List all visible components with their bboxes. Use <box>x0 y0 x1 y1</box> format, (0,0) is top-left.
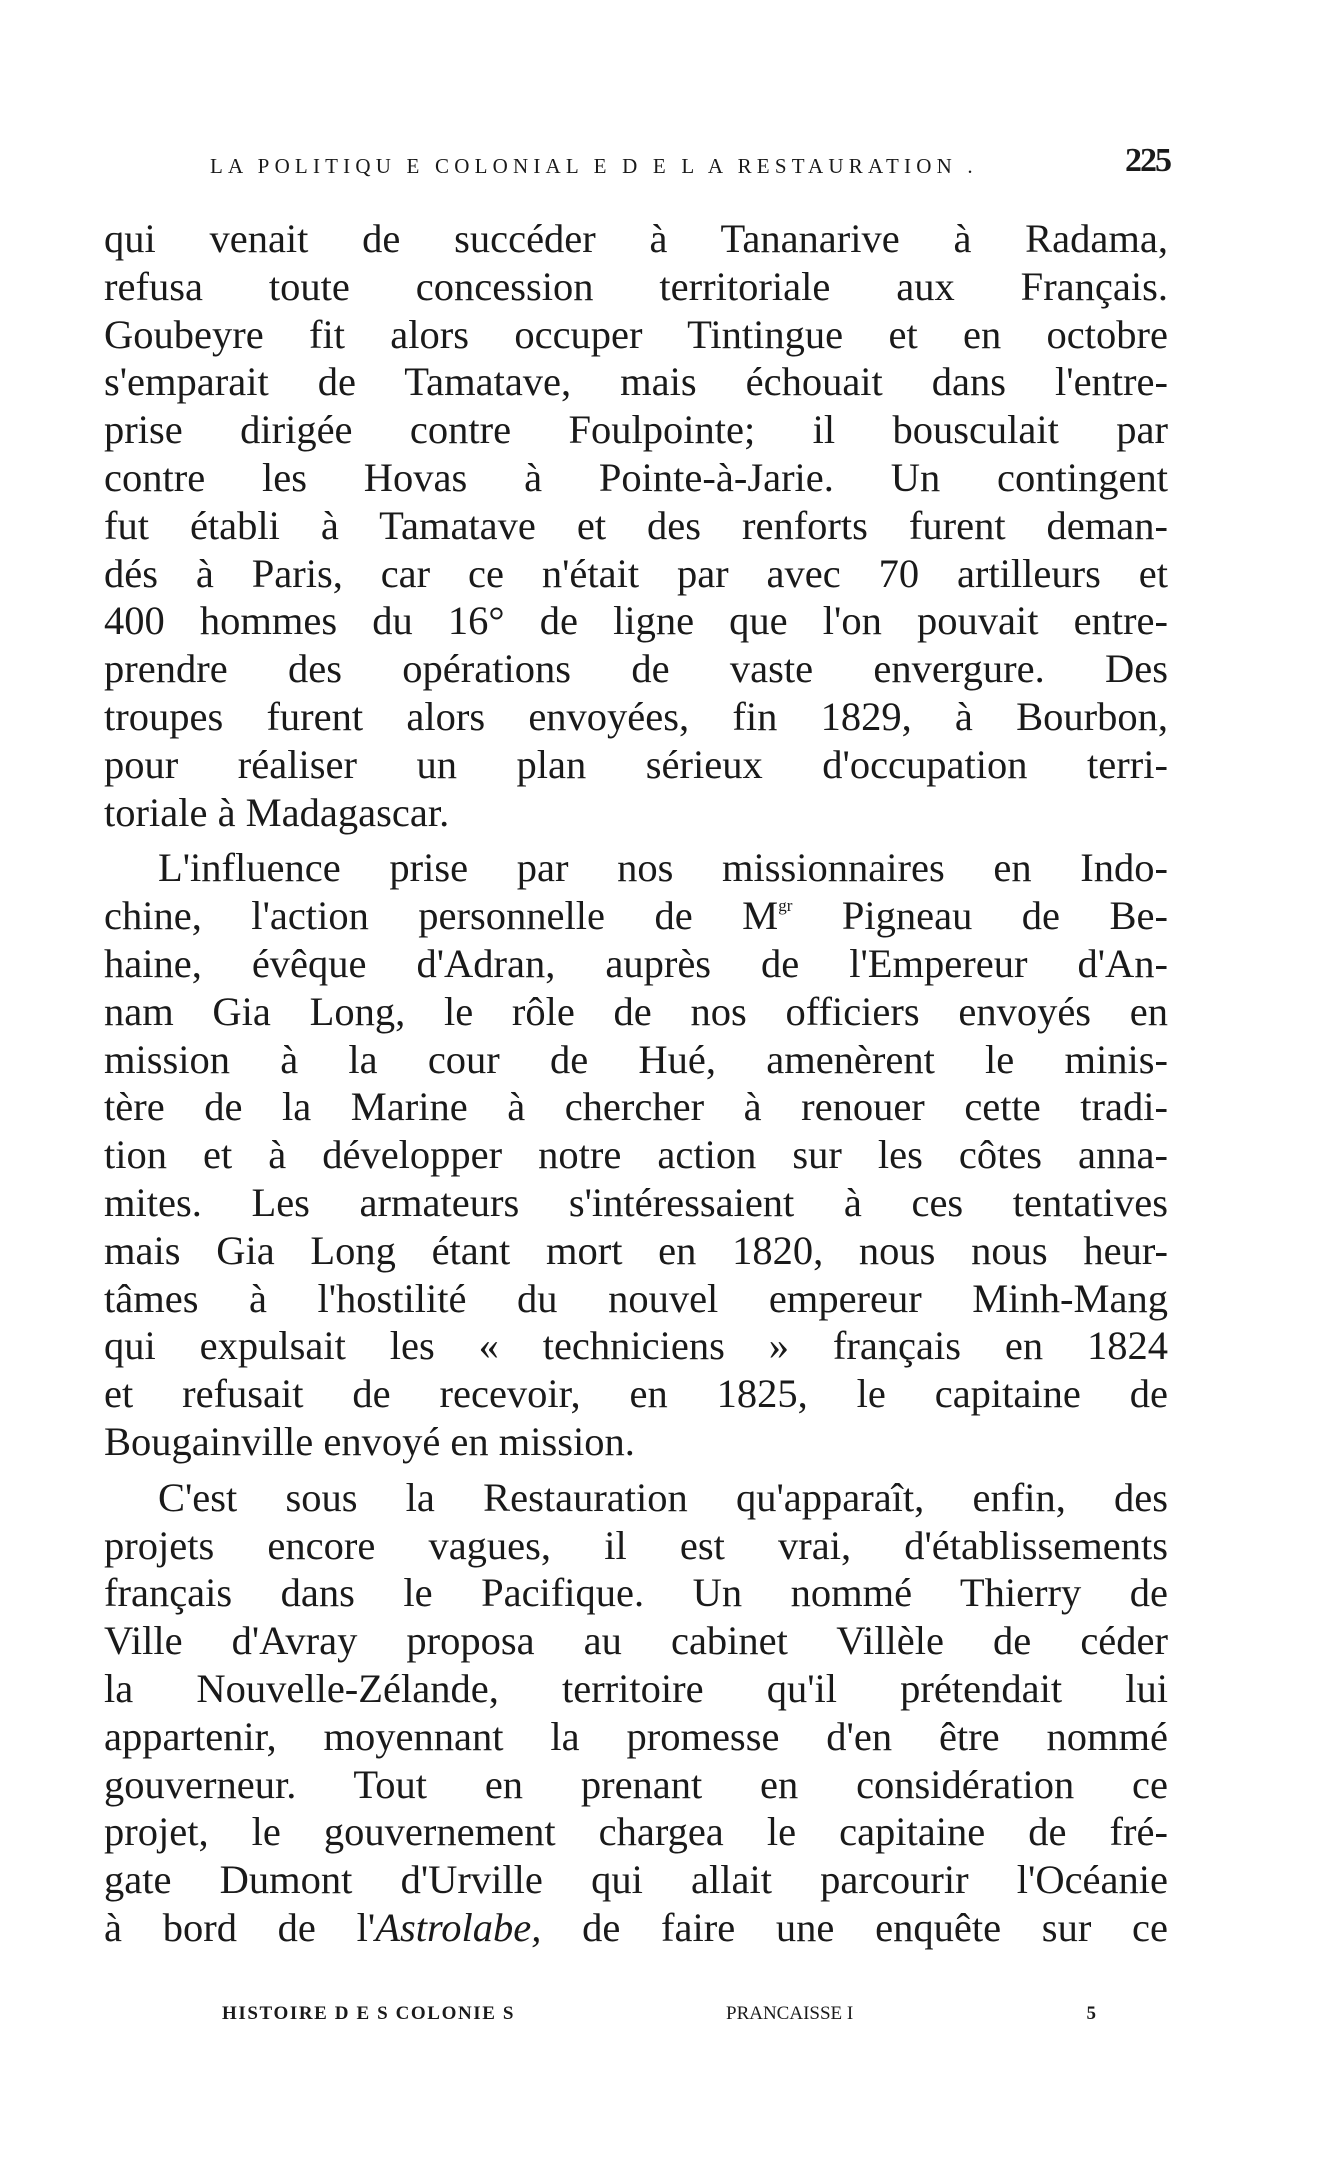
running-title: LA POLITIQU E COLONIAL E D E L A RESTAURATION . <box>210 154 978 178</box>
body-text <box>104 215 1168 1952</box>
text-line: et refusait de recevoir, en 1825, le capitaine de <box>104 1371 1168 1417</box>
signature-volume: PRANCAISSE I <box>726 2003 854 2024</box>
text-line: mites. Les armateurs s'intéressaient à ces tentatives <box>104 1179 1168 1225</box>
printer-signature-line <box>222 2003 1096 2033</box>
text-line <box>104 892 1168 940</box>
text-line: prendre des opérations de vaste envergure. Des <box>104 646 1168 692</box>
text-line: Bougainville envoyé en mission. <box>104 1418 635 1464</box>
text-line: tion et à développer notre action sur les côtes anna- <box>104 1132 1168 1178</box>
text-line: 400 hommes du 16° de ligne que l'on pouvait entre- <box>104 598 1168 644</box>
paragraph-indochine <box>104 844 1168 1465</box>
text-line: dés à Paris, car ce n'était par avec 70 artilleurs et <box>104 550 1168 596</box>
text-line: mission à la cour de Hué, amenèrent le minis- <box>104 1036 1168 1082</box>
text-line: tâmes à l'hostilité du nouvel empereur Minh-Mang <box>104 1275 1168 1321</box>
paragraph-madagascar <box>104 215 1168 836</box>
text-line: contre les Hovas à Pointe-à-Jarie. Un contingent <box>104 454 1168 500</box>
text-line: toriale à Madagascar. <box>104 789 450 835</box>
text-line: qui expulsait les « techniciens » français en 1824 <box>104 1323 1168 1369</box>
signature-number: 5 <box>1086 2003 1096 2024</box>
text-fragment: Pigneau de Be- <box>792 893 1168 939</box>
text-line: Goubeyre fit alors occuper Tintingue et en octobre <box>104 311 1168 357</box>
text-line: haine, évêque d'Adran, auprès de l'Empereur d'An- <box>104 940 1168 986</box>
text-line: qui venait de succéder à Tananarive à Radama, <box>104 216 1168 261</box>
text-line: gouverneur. Tout en prenant en considération ce <box>104 1761 1168 1807</box>
text-line: projet, le gouvernement chargea le capitaine de fré- <box>104 1809 1168 1855</box>
text-line: fut établi à Tamatave et des renforts furent deman- <box>104 502 1168 548</box>
text-line: C'est sous la Restauration qu'apparaît, enfin, des <box>158 1474 1168 1520</box>
paragraph-pacifique <box>104 1474 1168 1952</box>
text-line: appartenir, moyennant la promesse d'en être nommé <box>104 1713 1168 1759</box>
text-line: la Nouvelle-Zélande, territoire qu'il prétendait lui <box>104 1665 1168 1711</box>
text-fragment: de faire une enquête sur ce <box>541 1904 1168 1950</box>
text-line: nam Gia Long, le rôle de nos officiers envoyés en <box>104 988 1168 1034</box>
text-line: projets encore vagues, il est vrai, d'établissements <box>104 1522 1168 1568</box>
text-line: s'emparait de Tamatave, mais échouait dans l'entre- <box>104 359 1168 405</box>
text-line: gate Dumont d'Urville qui allait parcourir l'Océanie <box>104 1857 1168 1903</box>
text-fragment: chine, l'action personnelle de M <box>104 893 779 939</box>
text-line: français dans le Pacifique. Un nommé Thierry de <box>104 1570 1168 1616</box>
text-line: prise dirigée contre Foulpointe; il bousculait par <box>104 407 1168 453</box>
text-line: Ville d'Avray proposa au cabinet Villèle de céder <box>104 1618 1168 1664</box>
text-line: refusa toute concession territoriale aux Français. <box>104 263 1168 309</box>
text-line <box>104 1904 1168 1952</box>
ship-name-italic: Astrolabe, <box>375 1904 542 1950</box>
text-line: troupes furent alors envoyées, fin 1829, à Bourbon, <box>104 693 1168 739</box>
signature-title: HISTOIRE D E S COLONIE S <box>222 2003 516 2024</box>
text-line: pour réaliser un plan sérieux d'occupation terri- <box>104 741 1168 787</box>
text-line: L'influence prise par nos missionnaires en Indo- <box>158 845 1168 891</box>
text-line: tère de la Marine à chercher à renouer cette tradi- <box>104 1084 1168 1130</box>
superscript-abbreviation: gr <box>778 896 793 916</box>
page-number: 225 <box>1125 142 1170 179</box>
running-head <box>210 142 1170 192</box>
text-fragment: à bord de l' <box>104 1904 376 1950</box>
text-line: mais Gia Long étant mort en 1820, nous nous heur- <box>104 1227 1168 1273</box>
